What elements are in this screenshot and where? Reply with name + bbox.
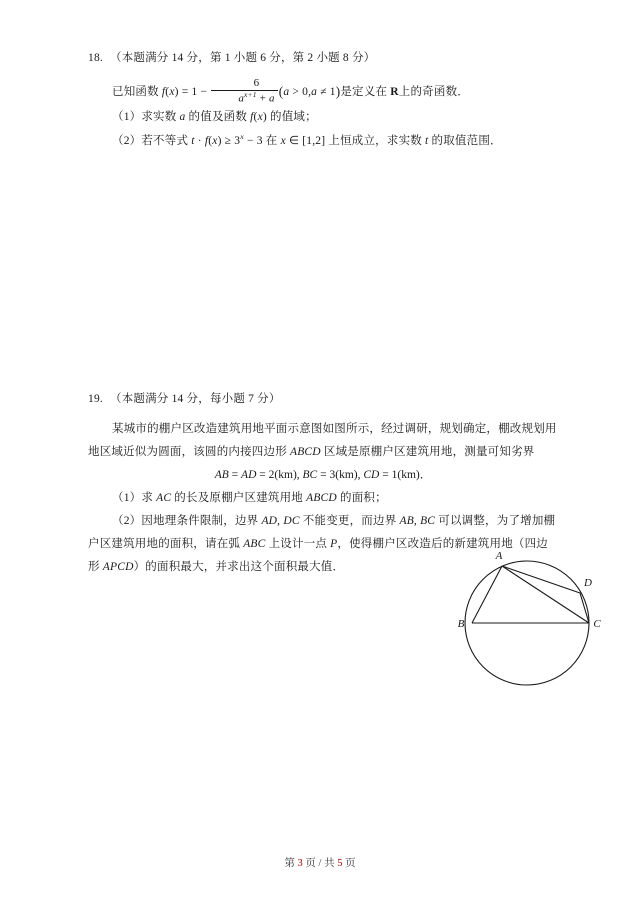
problem-19-header — [88, 391, 558, 408]
problem-18-header — [88, 50, 558, 67]
problem-19-equation: AB = AD = 2(km), BC = 3(km), CD = 1(km)． — [214, 468, 432, 481]
page-content — [88, 50, 558, 579]
problem-19-part-1: （1）求 AC 的长及原棚户区建筑用地 ABCD 的面积； — [112, 491, 387, 504]
figure-quadrilateral-ABCD — [472, 566, 589, 623]
problem-18-number: 18. — [88, 52, 103, 64]
figure-label-A: A — [495, 550, 503, 562]
problem-18-stem-suffix: 是定义在 — [340, 86, 388, 99]
figure-label-C: C — [593, 618, 601, 630]
figure-diagonal-AC — [502, 566, 589, 623]
problem-18-set-R: R — [390, 86, 399, 99]
problem-18-part-2: （2）若不等式 $t \cdot f(x) \ge 3^x - 3$ 在 x ∈ [1,2] 上恒成立，求实数 t 的取值范围． — [112, 131, 502, 147]
problem-19-head-text: （本题满分 14 分，每小题 7 分） — [110, 392, 281, 405]
problem-19-paragraph-1: 某城市的棚户区改造建筑用地平面示意图如图所示，经过调研，规划确定，棚改规划用地区域近似为圆面，该圆的内接四边形 ABCD 区域是原棚户区建筑用地，测量可知劣界 — [88, 422, 557, 458]
problem-18 — [88, 50, 558, 153]
problem-18-part-1: （1）求实数 a 的值及函数 f(x) 的值域； — [112, 110, 317, 123]
footer-prefix: 第 — [284, 858, 295, 869]
figure-label-D: D — [584, 577, 592, 589]
figure-label-B: B — [457, 618, 465, 630]
footer-suffix: 页 — [345, 858, 356, 869]
problem-18-formula: f(x) = 1 − $\frac{6}{a^{x+1} + a}$ (a > 0,a ≠ 1) — [161, 77, 341, 105]
problem-18-stem-suffix2: 上的奇函数． — [398, 86, 469, 99]
problem-19-number: 19. — [88, 392, 103, 405]
problem-18-stem-prefix: 已知函数 — [112, 86, 159, 99]
geometry-figure — [440, 538, 615, 698]
footer-middle: 页 / 共 — [305, 858, 335, 869]
footer-total-pages: 5 — [337, 858, 343, 869]
page-footer — [0, 855, 640, 870]
problem-18-head-text: （本题满分 14 分，第 1 小题 6 分，第 2 小题 8 分） — [110, 52, 376, 64]
problem-18-stem — [88, 77, 558, 105]
problem-19-part-2: （2）因地理条件限制，边界 AD, DC 不能变更，而边界 AB, BC 可以调整，为了增加棚户区建筑用地的面积，请在弧 ABC 上设计一点 P，使得棚户区改造后的新建筑用地（四边形 APCD）的面积最大，并求出这个面积最大值． — [88, 514, 556, 573]
footer-page-number: 3 — [297, 858, 303, 869]
